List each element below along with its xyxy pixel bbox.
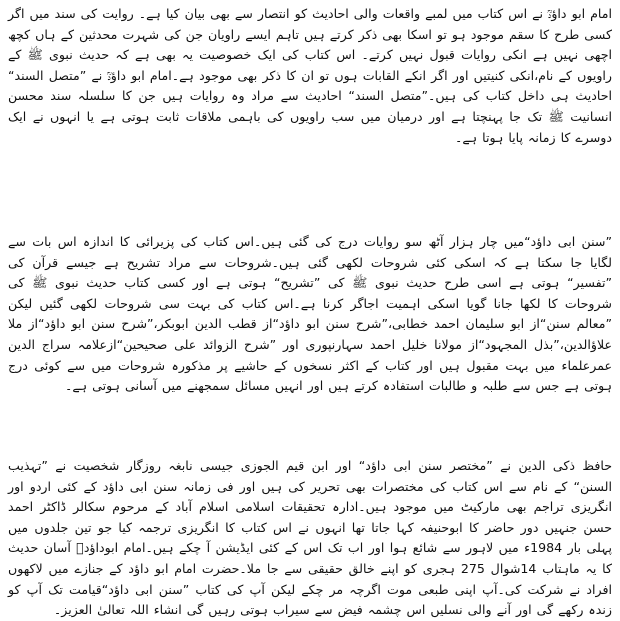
paragraph-abu-dawud-method: امام ابو داؤدؒ نے اس کتاب میں لمبے واقعات والی احادیث کو انتصار سے بھی بیان کیا ہے۔ روایت کی سند میں اگر کسی طرح کا سقم موجود ہو تو اسکا بھی ذکر کرتے ہیں تاہم ایسے راویان جن کی شہرت محدثین کے ہاں کچھ اچھی نہیں ہے انکی روایات قبول نہیں کرتے۔ اس کتاب کی ایک خصوصیت یہ بھی ہے کہ حدیث نبوی ﷺ کے راویوں کے نام،انکی کنیتیں اور اگر انکے القابات ہوں تو ان کا ذکر بھی موجود ہے۔امام ابو داؤدؒ نے ”متصل السند“ احادیث ہی داخل کتاب کی ہیں۔”متصل السند“ احادیث سے مراد وہ روایات ہیں جن کا سلسلہ سند محسن انسانیت ﷺ تک جا پہنچتا ہے اور درمیان میں سب راویوں کی باہمی ملاقات ثابت ہوتی ہے یا انہوں نے ایک دوسرے کا زمانہ پایا ہوتا ہے۔ bbox=[8, 6, 612, 145]
paragraph-sunan-commentaries: ”سنن ابی داؤد“میں چار ہزار آٹھ سو روایات درج کی گئی ہیں۔اس کتاب کی پزیرائی کا اندازہ اس بات سے لگایا جا سکتا ہے کہ اسکی کئی شروحات لکھی گئی ہیں۔شروحات سے مراد تشریح ہے جیسے قرآن کی ”تفسیر“ ہوتی ہے اسی طرح حدیث نبوی ﷺ کی ”تشریح“ ہوتی ہے اور کسی کتاب حدیث نبوی ﷺ کی شروحات کا لکھا جانا گویا اسکی اہمیت اجاگر کرنا ہے۔اس کتاب کی بہت سی شروحات لکھی گئیں لیکن ”معالم سنن“از ابو سلیمان احمد خطابی،”شرح سنن ابو داؤد“از قطب الدین ابوبکر،”شرح سنن ابو داؤد“از ملا علاؤالدین،”بذل المجہود“از مولانا خلیل احمد سہارنپوری اور ”شرح الزوائد علی صحیحین“ازعلامہ سراج الدین عمرعلماء میں بہت مقبول ہیں اور کتاب کے اکثر نسخوں کے حاشیے پر مذکورہ شروحات میں سے کوئی درج ہوتی ہے جس سے طلبہ و طالبات استفادہ کرتے ہیں اور انہیں مسائل سمجھنے میں آسانی ہوتی ہے۔ bbox=[8, 234, 612, 394]
paragraph-abridgements-translations: حافظ ذکی الدین نے ”مختصر سنن ابی داؤد“ اور ابن قیم الجوزی جیسی نابغہ روزگار شخصیت نے ”تہذیب السنن“ کے نام سے اس کتاب کی مختصرات بھی تحریر کی ہیں اور فی زمانہ سنن ابی داؤد کے کئی اردو اور انگریزی تراجم بھی مارکیٹ میں موجود ہیں۔ادارہ تحقیقات اسلامی اسلام آباد کے مرحوم سکالر ڈاکٹر احمد حسن جنہیں دور حاضر کا ابوحنیفہ کہا جاتا تھا انہوں نے اس کتاب کا انگریزی ترجمہ کیا جو تین جلدوں میں پہلی بار 1984ء میں لاہور سے شائع ہوا اور اب تک اس کے کئی ایڈیشن آ چکے ہیں۔امام ابوداؤدؒ آسان حدیث کا یہ ماہتاب 14شوال 275 ہجری کو اپنے خالق حقیقی سے جا ملا۔حضرت امام ابو داؤد کے جنازے میں لاکھوں افراد نے شرکت کی۔آپ اپنی طبعی موت اگرچہ مر چکے لیکن آپ کی کتاب ”سنن ابی داؤد“قیامت تک آپ کو زندہ رکھے گی اور آنے والی نسلیں اس چشمہ فیض سے سیراب ہوتی رہیں گی انشاء اللہ تعالیٰ العزیز۔ bbox=[8, 458, 612, 618]
document-page bbox=[8, 4, 612, 618]
